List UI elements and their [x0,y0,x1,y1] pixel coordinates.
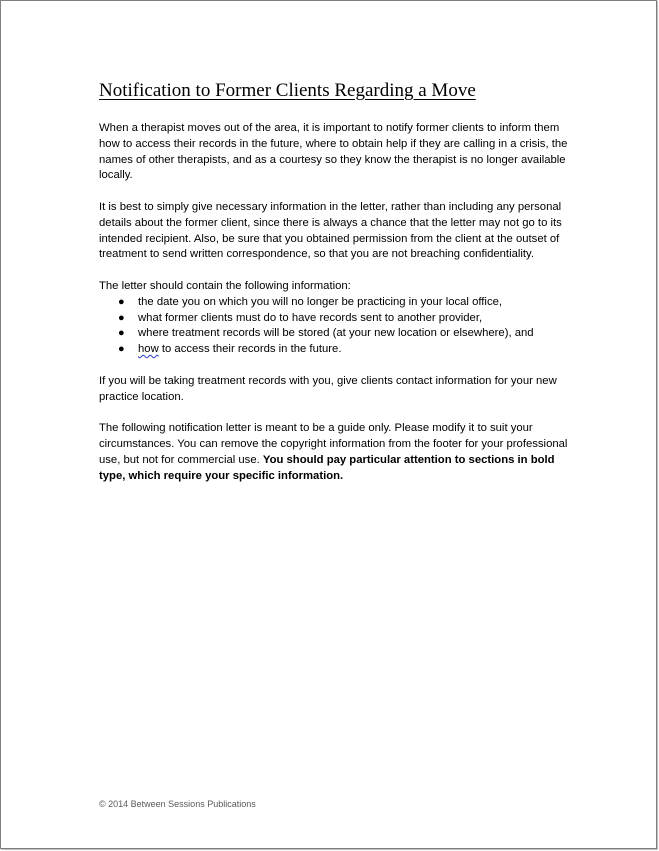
list-item-text: to access their records in the future. [158,343,342,356]
guide-bold-text: You should pay particular attention to sections in bold type, which require your specific information. [99,453,555,482]
copyright-footer: © 2014 Between Sessions Publications [99,799,256,809]
spellcheck-flagged-word[interactable]: how [138,343,159,356]
document-body [99,121,569,500]
document-title: Notification to Former Clients Regarding a Move [99,80,476,101]
bullet-icon: ● [118,343,125,356]
paragraph-guide [99,421,569,484]
list-item [118,295,569,311]
paragraph-privacy: It is best to simply give necessary information in the letter, rather than including any personal details about the former client, since there is always a chance that the letter may not go to its intended recipient. Also, be sure that you obtained permission from the client at the outset of treatment to send written correspondence, so that you are not breaching confidentiality. [99,200,562,261]
info-list [99,295,569,358]
list-item-text: what former clients must do to have records sent to another provider, [138,311,483,324]
list-item [118,342,569,358]
bullet-icon: ● [118,295,125,308]
list-intro: The letter should contain the following information: [99,279,351,292]
list-item [118,326,569,342]
bullet-icon: ● [118,327,125,340]
bullet-icon: ● [118,311,125,324]
guide-text: The following notification letter is meant to be a guide only. Please modify it to suit your circumstances. You can remove the copyright information from the footer for your professional use, but not for commercial use. [99,422,568,466]
list-item-text: where treatment records will be stored (at your new location or elsewhere), and [138,327,534,340]
list-item-text: the date you on which you will no longer be practicing in your local office, [138,295,503,308]
paragraph-records: If you will be taking treatment records with you, give clients contact information for your new practice location. [99,374,557,403]
list-item [118,311,569,327]
paragraph-intro: When a therapist moves out of the area, it is important to notify former clients to inform them how to access their records in the future, where to obtain help if they are calling in a crisis, the names of other therapists, and as a courtesy so they know the therapist is no longer available locally. [99,122,568,182]
